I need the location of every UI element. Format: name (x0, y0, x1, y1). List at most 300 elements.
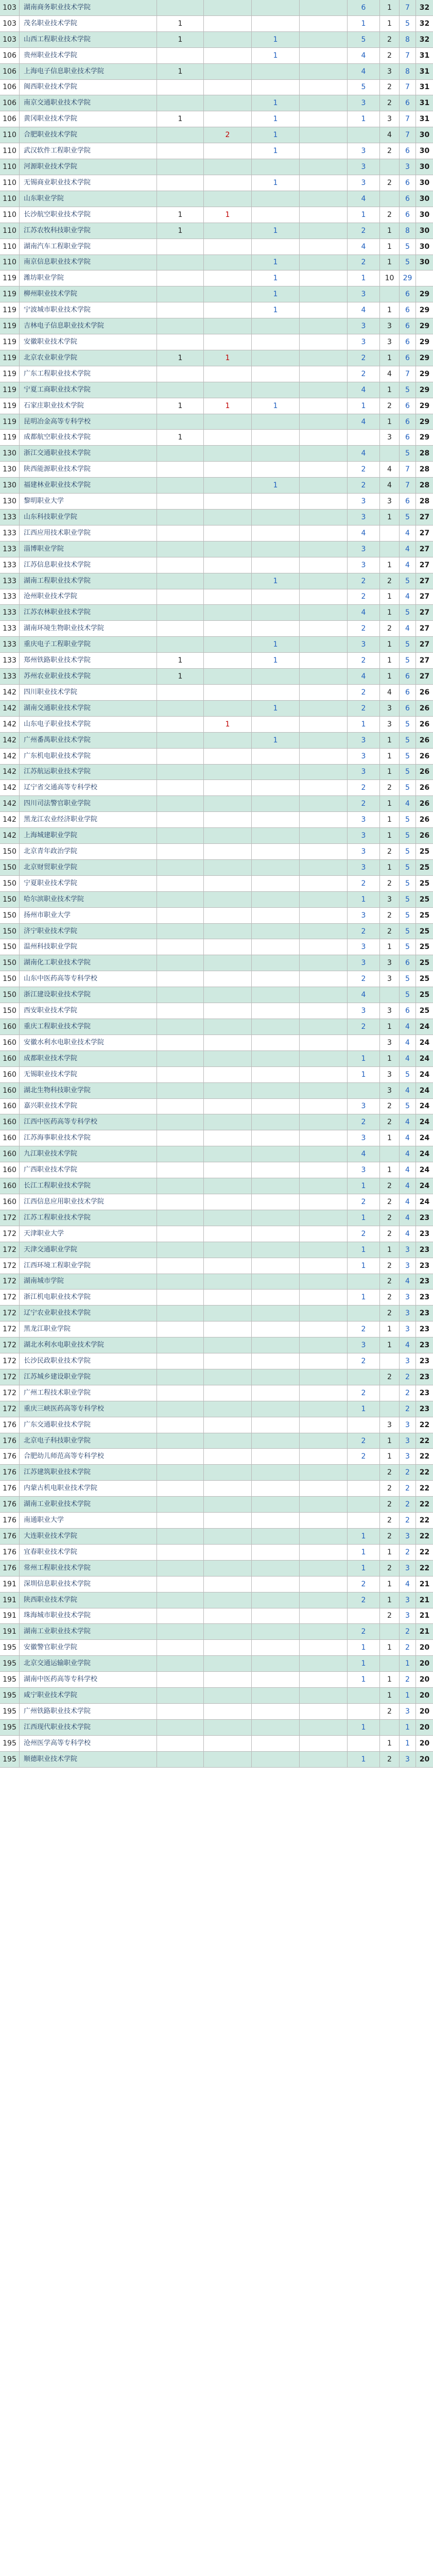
score-cell: 32 (419, 3, 430, 12)
school-name-cell: 重庆工程职业技术学院 (20, 1019, 157, 1035)
count-cell (252, 1306, 300, 1321)
count-cell (157, 1210, 204, 1226)
rank-cell: 110 (0, 159, 20, 175)
count-cell: 2 (380, 1226, 400, 1242)
table-row (0, 398, 433, 414)
school-name-cell: 郑州铁路职业技术学院 (20, 653, 157, 668)
score-cell: 21 (419, 1580, 430, 1588)
count-cell: 1 (380, 1577, 400, 1592)
school-name-cell: 闽西职业技术学院 (20, 80, 157, 95)
count-cell: 2 (380, 1178, 400, 1194)
count-cell: 2 (380, 1561, 400, 1576)
count-cell: 1 (348, 1401, 380, 1417)
count-cell: 3 (400, 1353, 416, 1369)
count-cell: 1 (157, 398, 204, 414)
rank-cell: 160 (0, 1067, 20, 1082)
count-cell (252, 1656, 300, 1671)
count-cell (204, 1577, 252, 1592)
count-cell (300, 955, 348, 971)
count-cell (157, 876, 204, 891)
score-cell: 29 (419, 401, 430, 410)
count-cell (157, 302, 204, 318)
rank-cell: 150 (0, 955, 20, 971)
count-cell: 5 (400, 605, 416, 620)
table-row (0, 430, 433, 446)
count-cell: 3 (380, 955, 400, 971)
table-row (0, 478, 433, 494)
count-cell (204, 987, 252, 1003)
count-cell (204, 621, 252, 636)
school-name-cell: 咸宁职业技术学院 (20, 1688, 157, 1703)
rank-cell: 195 (0, 1688, 20, 1703)
score-cell: 25 (419, 959, 430, 968)
count-cell (157, 1385, 204, 1401)
count-cell (300, 191, 348, 207)
count-cell (252, 1704, 300, 1719)
count-cell: 6 (400, 350, 416, 366)
count-cell: 2 (380, 876, 400, 891)
count-cell: 1 (348, 1672, 380, 1687)
count-cell (157, 908, 204, 923)
table-row (0, 828, 433, 844)
rank-cell: 195 (0, 1672, 20, 1687)
count-cell (204, 302, 252, 318)
count-cell: 1 (252, 32, 300, 47)
school-name-cell: 江苏农林职业技术学院 (20, 605, 157, 620)
table-row (0, 1019, 433, 1035)
count-cell: 1 (380, 1640, 400, 1655)
count-cell: 3 (400, 1561, 416, 1576)
count-cell (157, 494, 204, 509)
count-cell (300, 1146, 348, 1162)
count-cell (157, 685, 204, 700)
rank-cell: 172 (0, 1226, 20, 1242)
school-name-cell: 温州科技职业学院 (20, 939, 157, 955)
score-cell: 27 (419, 672, 430, 681)
count-cell (252, 812, 300, 827)
count-cell: 1 (380, 1736, 400, 1751)
count-cell (300, 414, 348, 430)
count-cell (157, 318, 204, 334)
score-cell: 31 (419, 115, 430, 124)
table-row (0, 1258, 433, 1274)
school-name-cell: 江西信息应用职业技术学院 (20, 1194, 157, 1210)
count-cell: 5 (400, 239, 416, 255)
count-cell (157, 1083, 204, 1098)
rank-cell: 160 (0, 1019, 20, 1035)
school-name-cell: 广州工程技术职业学院 (20, 1385, 157, 1401)
count-cell: 5 (400, 16, 416, 31)
count-cell: 3 (400, 1529, 416, 1544)
count-cell (204, 749, 252, 764)
score-cell: 27 (419, 513, 430, 521)
count-cell (300, 1242, 348, 1258)
count-cell (380, 446, 400, 461)
count-cell (300, 1720, 348, 1735)
count-cell: 3 (348, 318, 380, 334)
count-cell (252, 1688, 300, 1703)
count-cell: 1 (252, 302, 300, 318)
count-cell: 6 (400, 669, 416, 684)
count-cell: 4 (400, 1083, 416, 1098)
table-row (0, 526, 433, 541)
school-name-cell: 北京交通运输职业学院 (20, 1656, 157, 1671)
count-cell: 3 (380, 1003, 400, 1019)
school-name-cell: 上海城建职业学院 (20, 828, 157, 843)
score-cell: 30 (419, 178, 430, 187)
count-cell (348, 1497, 380, 1512)
count-cell (157, 701, 204, 716)
school-name-cell: 九江职业技术学院 (20, 1146, 157, 1162)
count-cell: 7 (400, 127, 416, 143)
table-row (0, 780, 433, 796)
score-cell: 20 (419, 1723, 430, 1732)
count-cell: 5 (400, 860, 416, 875)
count-cell (252, 1481, 300, 1496)
rank-cell: 195 (0, 1704, 20, 1719)
score-cell: 21 (419, 1628, 430, 1636)
count-cell: 1 (157, 653, 204, 668)
count-cell (204, 462, 252, 477)
count-cell: 1 (348, 1545, 380, 1560)
count-cell (300, 637, 348, 652)
count-cell (252, 1545, 300, 1560)
count-cell (204, 1417, 252, 1433)
count-cell (204, 1529, 252, 1544)
count-cell (300, 302, 348, 318)
count-cell (204, 1704, 252, 1719)
rank-cell: 130 (0, 494, 20, 509)
score-cell: 26 (419, 720, 430, 728)
count-cell (252, 892, 300, 907)
score-cell: 20 (419, 1691, 430, 1700)
count-cell: 1 (400, 1688, 416, 1703)
count-cell: 4 (380, 685, 400, 700)
school-name-cell: 江苏农牧科技职业学院 (20, 223, 157, 239)
table-row (0, 1226, 433, 1242)
count-cell: 3 (380, 1035, 400, 1050)
count-cell (157, 1592, 204, 1608)
count-cell (157, 414, 204, 430)
count-cell (204, 494, 252, 509)
count-cell (300, 1369, 348, 1385)
count-cell: 2 (348, 1449, 380, 1464)
count-cell: 1 (380, 749, 400, 764)
count-cell: 4 (380, 127, 400, 143)
count-cell (252, 191, 300, 207)
table-row (0, 1433, 433, 1449)
count-cell: 2 (380, 1704, 400, 1719)
count-cell (252, 366, 300, 382)
count-cell: 2 (348, 971, 380, 987)
count-cell (380, 191, 400, 207)
count-cell (380, 286, 400, 302)
count-cell (300, 1736, 348, 1751)
count-cell (204, 32, 252, 47)
count-cell (157, 796, 204, 811)
count-cell (300, 1210, 348, 1226)
school-name-cell: 黑龙江职业学院 (20, 1321, 157, 1337)
rank-cell: 176 (0, 1449, 20, 1464)
count-cell (252, 844, 300, 859)
school-name-cell: 辽宁农业职业技术学院 (20, 1306, 157, 1321)
count-cell (157, 1226, 204, 1242)
count-cell (252, 939, 300, 955)
count-cell (300, 111, 348, 127)
score-cell: 31 (419, 51, 430, 60)
rank-cell: 142 (0, 717, 20, 732)
score-cell: 27 (419, 608, 430, 617)
count-cell (252, 239, 300, 255)
school-name-cell: 长江工程职业技术学院 (20, 1178, 157, 1194)
school-name-cell: 江西环境工程职业学院 (20, 1258, 157, 1274)
count-cell (252, 1577, 300, 1592)
count-cell (204, 971, 252, 987)
count-cell (204, 557, 252, 573)
score-cell: 27 (419, 656, 430, 665)
school-name-cell: 重庆电子工程职业学院 (20, 637, 157, 652)
count-cell: 5 (400, 733, 416, 748)
count-cell (252, 1210, 300, 1226)
count-cell: 1 (380, 382, 400, 398)
count-cell (300, 462, 348, 477)
school-name-cell: 合肥职业技术学院 (20, 127, 157, 143)
school-name-cell: 四川职业技术学院 (20, 685, 157, 700)
count-cell: 3 (348, 828, 380, 843)
count-cell (157, 1369, 204, 1385)
count-cell: 2 (380, 143, 400, 159)
count-cell: 1 (204, 207, 252, 223)
count-cell: 2 (348, 1592, 380, 1608)
school-name-cell: 天津交通职业学院 (20, 1242, 157, 1258)
table-row (0, 1035, 433, 1051)
count-cell: 1 (380, 1592, 400, 1608)
count-cell (348, 430, 380, 445)
school-name-cell: 浙江建设职业技术学院 (20, 987, 157, 1003)
rank-cell: 106 (0, 111, 20, 127)
count-cell (300, 1306, 348, 1321)
rank-cell: 130 (0, 446, 20, 461)
count-cell: 3 (400, 1592, 416, 1608)
count-cell (252, 16, 300, 31)
count-cell: 1 (380, 1545, 400, 1560)
score-cell: 20 (419, 1739, 430, 1748)
rank-cell: 160 (0, 1083, 20, 1098)
count-cell: 7 (400, 111, 416, 127)
school-name-cell: 贵州职业技术学院 (20, 48, 157, 63)
rank-cell: 176 (0, 1481, 20, 1496)
count-cell: 2 (380, 924, 400, 939)
count-cell: 2 (348, 366, 380, 382)
count-cell (380, 1624, 400, 1639)
count-cell (157, 828, 204, 843)
count-cell (252, 1003, 300, 1019)
rank-cell: 106 (0, 48, 20, 63)
count-cell (204, 1194, 252, 1210)
count-cell (157, 1162, 204, 1178)
table-row (0, 446, 433, 462)
count-cell: 3 (348, 749, 380, 764)
count-cell: 2 (348, 1624, 380, 1639)
count-cell: 4 (400, 1035, 416, 1050)
count-cell (157, 1337, 204, 1353)
count-cell (348, 1083, 380, 1098)
count-cell (157, 605, 204, 620)
rank-cell: 172 (0, 1274, 20, 1290)
school-name-cell: 宜春职业技术学院 (20, 1545, 157, 1560)
count-cell (204, 1608, 252, 1624)
count-cell: 1 (252, 637, 300, 652)
count-cell (204, 637, 252, 652)
score-cell: 23 (419, 1325, 430, 1334)
table-row (0, 955, 433, 971)
count-cell (204, 1672, 252, 1687)
count-cell: 3 (380, 971, 400, 987)
count-cell: 4 (380, 462, 400, 477)
table-row (0, 1385, 433, 1401)
count-cell (204, 16, 252, 31)
table-row (0, 414, 433, 430)
school-name-cell: 湖南工业职业技术学院 (20, 1624, 157, 1639)
score-cell: 29 (419, 369, 430, 378)
count-cell (157, 95, 204, 111)
count-cell: 1 (380, 1337, 400, 1353)
score-cell: 25 (419, 927, 430, 936)
rank-cell: 176 (0, 1465, 20, 1480)
school-name-cell: 山西工程职业技术学院 (20, 32, 157, 47)
count-cell (252, 510, 300, 525)
school-name-cell: 湖北生物科技职业学院 (20, 1083, 157, 1098)
rank-cell: 172 (0, 1337, 20, 1353)
count-cell (252, 987, 300, 1003)
score-cell: 24 (419, 1102, 430, 1111)
count-cell (300, 127, 348, 143)
count-cell: 6 (400, 302, 416, 318)
count-cell: 1 (380, 860, 400, 875)
table-row (0, 1067, 433, 1083)
count-cell (252, 796, 300, 811)
count-cell (300, 32, 348, 47)
score-cell: 24 (419, 1182, 430, 1191)
count-cell (204, 1290, 252, 1305)
table-row (0, 1210, 433, 1226)
table-row (0, 1337, 433, 1353)
count-cell: 4 (400, 1146, 416, 1162)
count-cell (252, 382, 300, 398)
school-name-cell: 辽宁省交通高等专科学校 (20, 780, 157, 795)
table-row (0, 987, 433, 1003)
table-row (0, 239, 433, 255)
count-cell: 1 (348, 1178, 380, 1194)
table-row (0, 1242, 433, 1258)
count-cell: 2 (380, 95, 400, 111)
count-cell: 1 (380, 1688, 400, 1703)
school-name-cell: 广东交通职业技术学院 (20, 1417, 157, 1433)
count-cell (204, 1146, 252, 1162)
school-name-cell: 湖南交通职业技术学院 (20, 701, 157, 716)
rank-cell: 119 (0, 382, 20, 398)
school-name-cell: 浙江机电职业技术学院 (20, 1290, 157, 1305)
count-cell: 1 (380, 0, 400, 15)
score-cell: 26 (419, 768, 430, 776)
count-cell (252, 1194, 300, 1210)
count-cell: 5 (400, 939, 416, 955)
score-cell: 29 (419, 417, 430, 426)
count-cell (300, 605, 348, 620)
count-cell (252, 1561, 300, 1576)
score-cell: 30 (419, 210, 430, 219)
score-cell: 22 (419, 1516, 430, 1525)
rank-cell: 160 (0, 1051, 20, 1066)
count-cell (157, 733, 204, 748)
count-cell: 1 (348, 1720, 380, 1735)
count-cell: 2 (348, 1433, 380, 1449)
count-cell (380, 1656, 400, 1671)
count-cell (157, 1035, 204, 1050)
count-cell (157, 1114, 204, 1130)
count-cell (300, 541, 348, 557)
rank-cell: 106 (0, 95, 20, 111)
score-cell: 26 (419, 704, 430, 713)
count-cell: 1 (348, 1752, 380, 1767)
rank-cell: 133 (0, 510, 20, 525)
count-cell: 3 (348, 955, 380, 971)
count-cell (204, 1083, 252, 1098)
score-cell: 23 (419, 1357, 430, 1365)
rank-cell: 150 (0, 908, 20, 923)
table-row (0, 1290, 433, 1306)
count-cell: 5 (400, 908, 416, 923)
count-cell: 2 (348, 796, 380, 811)
count-cell: 6 (400, 286, 416, 302)
table-row (0, 796, 433, 812)
school-name-cell: 山东科技职业学院 (20, 510, 157, 525)
rank-cell: 142 (0, 780, 20, 795)
count-cell (204, 223, 252, 239)
count-cell (252, 1417, 300, 1433)
count-cell: 1 (252, 478, 300, 493)
count-cell: 2 (380, 1274, 400, 1290)
rank-cell: 133 (0, 605, 20, 620)
rank-cell: 119 (0, 286, 20, 302)
rank-cell: 142 (0, 701, 20, 716)
score-cell: 25 (419, 975, 430, 984)
count-cell (252, 0, 300, 15)
count-cell: 7 (400, 0, 416, 15)
count-cell (252, 64, 300, 79)
count-cell (300, 0, 348, 15)
count-cell: 3 (348, 765, 380, 780)
table-row (0, 223, 433, 239)
count-cell: 2 (380, 908, 400, 923)
count-cell (204, 765, 252, 780)
count-cell: 1 (380, 302, 400, 318)
rank-cell: 119 (0, 366, 20, 382)
count-cell (252, 1083, 300, 1098)
count-cell (300, 1401, 348, 1417)
count-cell: 1 (157, 350, 204, 366)
count-cell (204, 191, 252, 207)
count-cell: 4 (348, 1146, 380, 1162)
count-cell (252, 446, 300, 461)
count-cell (300, 939, 348, 955)
count-cell (157, 1577, 204, 1592)
table-row (0, 637, 433, 653)
count-cell: 1 (380, 510, 400, 525)
count-cell (204, 1640, 252, 1655)
count-cell (157, 1529, 204, 1544)
count-cell: 1 (157, 111, 204, 127)
